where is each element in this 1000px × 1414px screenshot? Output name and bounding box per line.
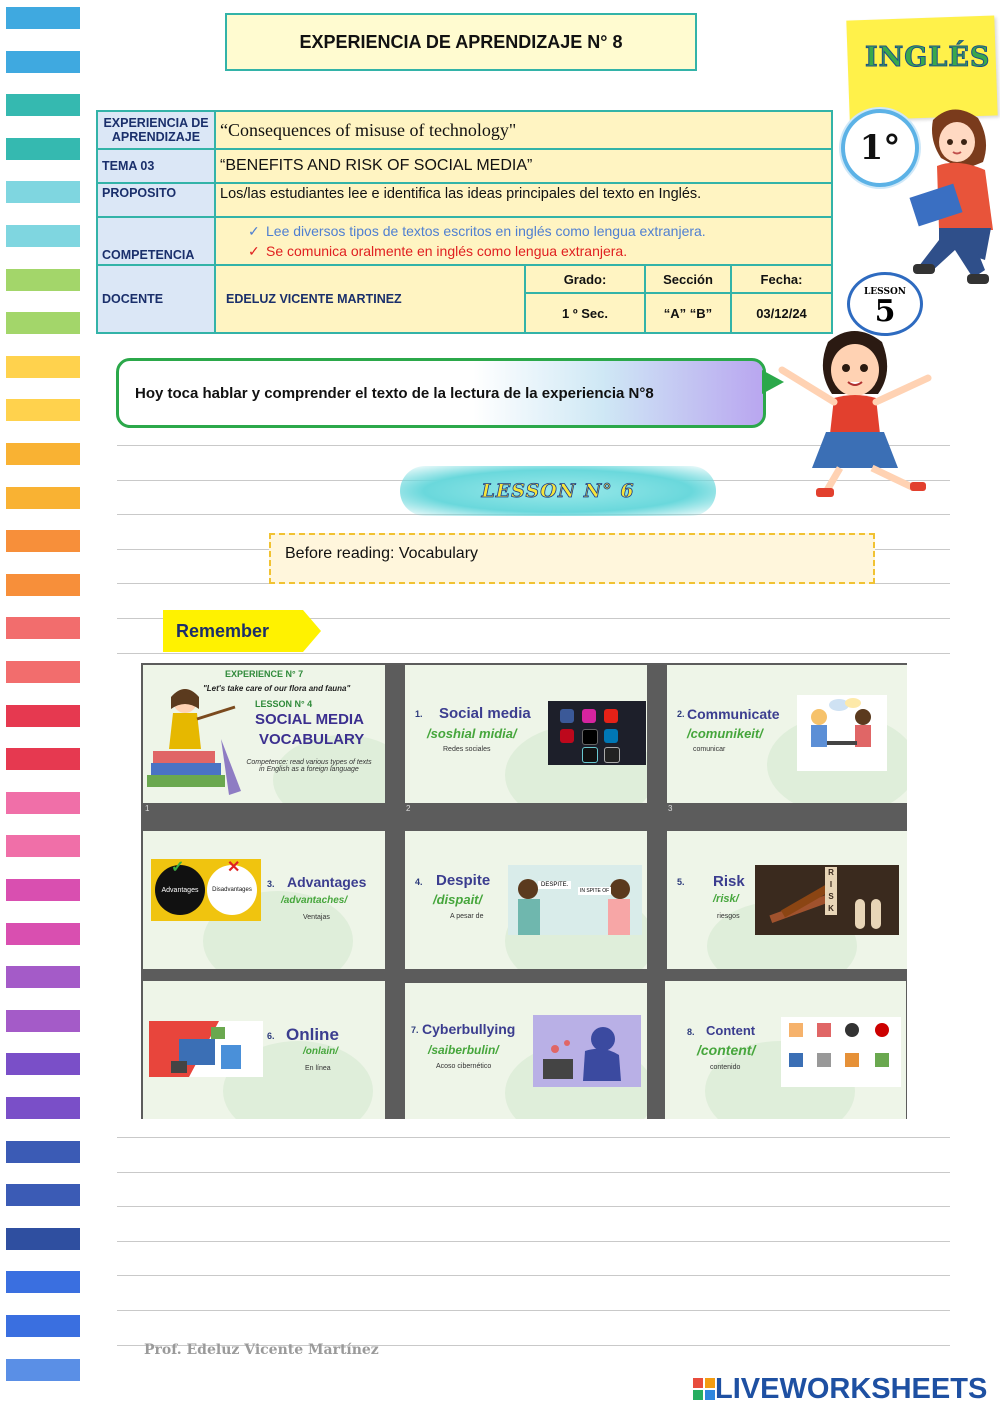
disadvantages-circle: Disadvantages: [207, 865, 257, 915]
risk-image: [755, 865, 899, 935]
color-tab: [6, 705, 80, 727]
notebook-line: [117, 1172, 950, 1173]
seccion-label: Sección: [645, 265, 731, 293]
competencia-item: [220, 221, 827, 241]
slide-translation: A pesar de: [450, 913, 484, 920]
competencia-list: [215, 217, 832, 265]
slide-phonetic: /saiberbulin/: [428, 1043, 499, 1057]
color-tab: [6, 879, 80, 901]
vocab-slide-content: [665, 981, 906, 1119]
slide-number: 2.: [677, 709, 685, 719]
liveworksheets-icon: [693, 1378, 715, 1402]
color-tab: [6, 181, 80, 203]
color-tab: [6, 1097, 80, 1119]
slide-phonetic: /onlain/: [303, 1046, 338, 1057]
notebook-line: [117, 1275, 950, 1276]
checkmark-icon: ✓: [248, 223, 260, 239]
proposito-label: PROPOSITO: [97, 183, 215, 217]
people-talking-image: [797, 695, 887, 771]
slide-phonetic: /soshial midia/: [427, 726, 517, 741]
liveworksheets-logo: [693, 1373, 987, 1406]
slide-word: Risk: [713, 873, 745, 890]
slide-word: Cyberbullying: [422, 1021, 516, 1037]
cyberbullying-image: [533, 1015, 641, 1087]
notebook-line: [117, 1241, 950, 1242]
color-tab: [6, 835, 80, 857]
color-tab: [6, 1053, 80, 1075]
advantages-circle: Advantages: [155, 865, 205, 915]
vocab-slide-communicate: [667, 665, 907, 803]
color-tab: [6, 574, 80, 596]
notebook-line: [117, 653, 950, 654]
lesson-badge-number: 5: [874, 294, 896, 329]
competencia-label: COMPETENCIA: [97, 217, 215, 265]
cover-title-2: VOCABULARY: [259, 731, 365, 748]
color-tab: [6, 443, 80, 465]
color-tab: [6, 1315, 80, 1337]
slide-page-number: 3: [668, 804, 673, 813]
slide-footer-bar: [667, 803, 907, 831]
risk-blocks: [825, 867, 837, 915]
docente-label: DOCENTE: [97, 265, 215, 333]
risk-letter: R: [828, 868, 834, 877]
color-tab: [6, 1228, 80, 1250]
experiencia-label: EXPERIENCIA DE APRENDIZAJE: [97, 111, 215, 149]
slide-translation: Ventajas: [303, 914, 330, 921]
slide-translation: riesgos: [717, 913, 740, 920]
despite-label: DESPITE.: [538, 881, 571, 889]
vocab-slide-cyberbullying: [405, 983, 647, 1119]
risk-letter: K: [828, 904, 834, 913]
experience-info-table: [96, 110, 833, 334]
despite-image: [508, 865, 642, 935]
tema-label: TEMA 03: [97, 149, 215, 183]
color-tab: [6, 661, 80, 683]
color-tab: [6, 487, 80, 509]
vocab-slide-despite: [405, 831, 647, 969]
color-tab: [6, 138, 80, 160]
slide-word: Online: [286, 1025, 339, 1044]
color-tab: [6, 748, 80, 770]
slide-number: 6.: [267, 1031, 275, 1041]
tema-value: “BENEFITS AND RISK OF SOCIAL MEDIA”: [215, 149, 832, 183]
color-tab: [6, 1141, 80, 1163]
slide-word: Despite: [436, 872, 491, 889]
color-tab: [6, 7, 80, 29]
slide-word: Communicate: [687, 706, 780, 722]
fecha-value: 03/12/24: [731, 293, 832, 333]
slide-translation: Redes sociales: [443, 746, 491, 753]
slide-phonetic: /risk/: [713, 893, 739, 905]
color-tab: [6, 792, 80, 814]
slide-number: 1.: [415, 709, 423, 719]
slide-phonetic: /advantaches/: [281, 895, 348, 906]
two-women-illustration: [508, 865, 642, 935]
vocab-slide-advantages: [143, 831, 385, 969]
color-tab: [6, 1359, 80, 1381]
color-tab: [6, 399, 80, 421]
slide-number: 5.: [677, 877, 685, 887]
advantages-image: [151, 859, 261, 921]
slide-phonetic: /comunikeit/: [687, 726, 763, 741]
color-tab: [6, 356, 80, 378]
liveworksheets-wordmark: LIVEWORKSHEETS: [715, 1373, 988, 1405]
in-spite-label: IN SPITE OF: [580, 888, 610, 894]
slide-page-number: 1: [145, 804, 150, 813]
color-tab: [6, 312, 80, 334]
color-tab: [6, 269, 80, 291]
slide-footer-bar: [405, 803, 647, 831]
fecha-label: Fecha:: [731, 265, 832, 293]
color-tab: [6, 617, 80, 639]
color-tab: [6, 1271, 80, 1293]
grado-label: Grado:: [525, 265, 645, 293]
slide-number: 3.: [267, 879, 275, 889]
docente-value: EDELUZ VICENTE MARTINEZ: [215, 265, 525, 333]
grado-value: 1 º Sec.: [525, 293, 645, 333]
color-tab: [6, 923, 80, 945]
slide-translation: Acoso cibernético: [436, 1063, 492, 1070]
color-tab: [6, 1184, 80, 1206]
vocab-slide-risk: [667, 831, 907, 969]
experiencia-value: “Consequences of misuse of technology": [215, 111, 832, 149]
notebook-line: [117, 1310, 950, 1311]
slide-footer-bar: [143, 803, 385, 831]
risk-letter: I: [829, 880, 833, 889]
before-reading-box: Before reading: Vocabulary: [269, 533, 875, 584]
cover-exp: EXPERIENCE N° 7: [225, 669, 304, 679]
cover-competence: Competence: read various types of texts in English as a foreign language: [246, 759, 372, 773]
check-icon: ✓: [171, 859, 185, 876]
online-shopping-image: [149, 1021, 263, 1077]
author-credit: Prof. Edeluz Vicente Martínez: [144, 1342, 379, 1358]
color-tab: [6, 966, 80, 988]
lesson-title-cloud: [400, 466, 716, 516]
seccion-value: “A” “B”: [645, 293, 731, 333]
remember-flag-tip: [303, 610, 321, 652]
slide-translation: En línea: [305, 1065, 331, 1072]
content-icons-image: [781, 1017, 901, 1087]
page-title: EXPERIENCIA DE APRENDIZAJE N° 8: [225, 13, 697, 71]
lesson-title: LESSON N° 6: [481, 480, 635, 502]
competencia-text: Lee diversos tipos de textos escritos en inglés como lengua extranjera.: [266, 223, 706, 239]
slide-page-number: 2: [406, 804, 411, 813]
cover-quote: "Let's take care of our flora and fauna": [203, 684, 351, 693]
notebook-line: [117, 1206, 950, 1207]
risk-letter: S: [828, 892, 834, 901]
competencia-text: Se comunica oralmente en inglés como lengua extranjera.: [266, 243, 628, 259]
slide-translation: contenido: [710, 1064, 741, 1071]
slide-number: 7.: [411, 1025, 419, 1035]
proposito-value: Los/las estudiantes lee e identifica las ideas principales del texto en Inglés.: [215, 183, 832, 217]
lesson-badge-word: LESSON: [863, 287, 907, 297]
remember-flag: Remember: [163, 610, 303, 652]
speech-bubble: Hoy toca hablar y comprender el texto de la lectura de la experiencia N°8: [116, 358, 766, 428]
competencia-item: [220, 241, 827, 261]
slide-translation: comunicar: [693, 746, 726, 753]
slide-number: 4.: [415, 877, 423, 887]
slide-phonetic: /dispait/: [433, 892, 483, 907]
cross-icon: ✕: [227, 859, 241, 876]
teacher-illustration: [145, 679, 241, 799]
vocab-slide-online: [143, 981, 385, 1119]
vocab-slide-social-media: [405, 665, 647, 803]
slide-word: Social media: [439, 705, 531, 722]
social-apps-image: [548, 701, 646, 765]
color-tab: [6, 1010, 80, 1032]
checkmark-icon: ✓: [248, 243, 260, 259]
cover-slide: [143, 665, 385, 803]
color-tab: [6, 225, 80, 247]
girl-reading-illustration: [893, 100, 1000, 290]
girl-jumping-illustration: [776, 322, 936, 500]
slide-phonetic: /content/: [697, 1042, 756, 1058]
slide-word: Content: [706, 1023, 756, 1038]
color-tab: [6, 94, 80, 116]
color-tab: [6, 51, 80, 73]
slide-word: Advantages: [287, 874, 367, 890]
cover-lesson: LESSON N° 4: [255, 699, 313, 709]
cover-title-1: SOCIAL MEDIA: [255, 711, 364, 728]
speech-bubble-tail: [762, 370, 784, 394]
grade-badge: 1°: [841, 109, 919, 187]
color-tab: [6, 530, 80, 552]
notebook-line: [117, 1137, 950, 1138]
subject-label: INGLÉS: [865, 42, 991, 73]
slide-number: 8.: [687, 1027, 695, 1037]
